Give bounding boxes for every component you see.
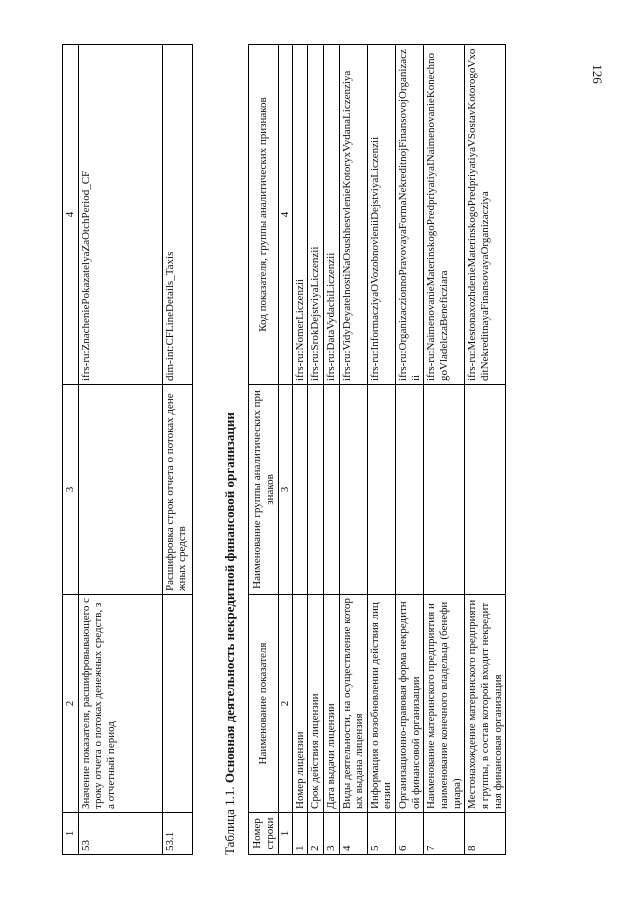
indicator-code: ifrs-ru:SrokDejstviyaLiczenzii [308, 45, 324, 385]
table-row [292, 45, 308, 855]
table-row [396, 45, 424, 855]
page-number: 126 [590, 64, 605, 84]
column-header: Номер строки [249, 813, 279, 855]
column-number: 4 [279, 45, 293, 385]
column-number: 1 [63, 813, 79, 855]
table-row [367, 45, 395, 855]
indicator-code: dim-int:CFLineDetails_Taxis [162, 45, 192, 385]
indicator-code: ifrs-ru:VidyDeyatelnostiNaOsushhestvlenieKotoryxVydanaLiczenziya [339, 45, 367, 385]
group-name [465, 385, 506, 595]
indicator-name: Наименование материнского предприятия и наименование конечного владельца (бенефициара) [424, 595, 465, 813]
indicator-name [162, 595, 192, 813]
row-number: 7 [424, 813, 465, 855]
row-number: 1 [292, 813, 308, 855]
rotated-page [50, 20, 590, 880]
indicator-name: Местонахождение материнского предприятия группы, в состав которой входит некредитная финансовая организация [465, 595, 506, 813]
row-number: 2 [308, 813, 324, 855]
continuation-table [62, 44, 193, 855]
indicator-code: ifrs-ru:DataVydachiLiczenzii [323, 45, 339, 385]
column-number: 2 [279, 595, 293, 813]
row-number: 8 [465, 813, 506, 855]
indicator-code: ifrs-ru:NaimenovanieMaterinskogoPredpriyatiyaINaimenovanieKonechnogoVladelczaBeneficziara [424, 45, 465, 385]
table-row [162, 45, 192, 855]
indicator-code: ifrs-ru:NomerLiczenzii [292, 45, 308, 385]
indicator-name: Виды деятельности, на осуществление которых выдана лицензия [339, 595, 367, 813]
group-name [308, 385, 324, 595]
table-row [339, 45, 367, 855]
group-name [292, 385, 308, 595]
indicator-code: ifrs-ru:ZnacheniePokazatelyaZaOtchPeriod_CF [78, 45, 162, 385]
table-caption-number: Таблица 1.1. [222, 786, 237, 855]
group-name [323, 385, 339, 595]
column-header: Наименование показателя [249, 595, 279, 813]
table-row [78, 45, 162, 855]
group-name [424, 385, 465, 595]
indicator-code: ifrs-ru:InformacziyaOVozobnovleniiDejstviyaLiczenzii [367, 45, 395, 385]
row-number: 6 [396, 813, 424, 855]
column-header: Наименование группы аналитических признаков [249, 385, 279, 595]
group-name [367, 385, 395, 595]
table-caption [222, 412, 238, 855]
indicator-code: ifrs-ru:OrganizaczionnoPravovayaFormaNekreditnojFinansovojOrganizaczii [396, 45, 424, 385]
column-header: Код показателя, группы аналитических признаков [249, 45, 279, 385]
row-number: 53.1 [162, 813, 192, 855]
column-number-row [63, 45, 79, 855]
table-row [323, 45, 339, 855]
group-name [78, 385, 162, 595]
table-row [308, 45, 324, 855]
column-number: 3 [63, 385, 79, 595]
column-number: 3 [279, 385, 293, 595]
indicator-name: Значение показателя, расшифровывающего строку отчета о потоках денежных средств, за отчетный период [78, 595, 162, 813]
header-row [249, 45, 279, 855]
column-number: 2 [63, 595, 79, 813]
indicator-name: Дата выдачи лицензии [323, 595, 339, 813]
table-caption-title: Основная деятельность некредитной финансовой организации [222, 412, 237, 784]
row-number: 53 [78, 813, 162, 855]
indicators-table [248, 44, 506, 855]
group-name [396, 385, 424, 595]
indicator-code: ifrs-ru:MestonaxozhdenieMaterinskogoPredpriyatiyaVSostavKotorogoVxoditNekreditnayaFinansovayaOrganizacziya [465, 45, 506, 385]
row-number: 5 [367, 813, 395, 855]
table-row [424, 45, 465, 855]
indicator-name: Номер лицензии [292, 595, 308, 813]
indicator-name: Срок действия лицензии [308, 595, 324, 813]
group-name: Расшифровка строк отчета о потоках денежных средств [162, 385, 192, 595]
column-number: 4 [63, 45, 79, 385]
column-number: 1 [279, 813, 293, 855]
group-name [339, 385, 367, 595]
column-number-row [279, 45, 293, 855]
table-row [465, 45, 506, 855]
row-number: 3 [323, 813, 339, 855]
row-number: 4 [339, 813, 367, 855]
indicator-name: Организационно-правовая форма некредитной финансовой организации [396, 595, 424, 813]
indicator-name: Информация о возобновлении действия лицензии [367, 595, 395, 813]
